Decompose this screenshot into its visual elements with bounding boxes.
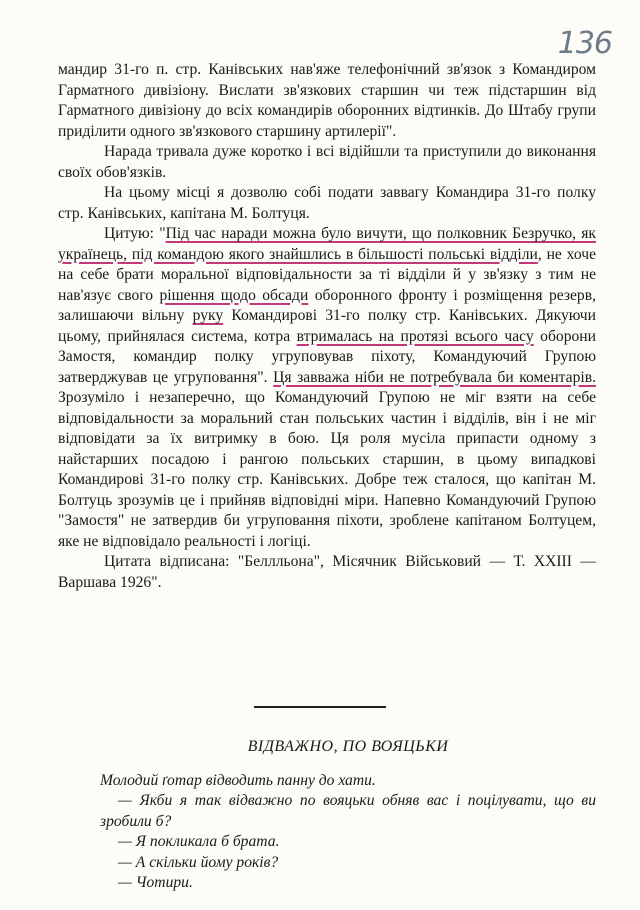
underlined-phrase-4: втрималась на протязі всього часу — [296, 327, 534, 345]
anecdote-section — [100, 737, 596, 894]
quote-text-c: оборонного фронту і розміщення резерв, залишаючи вільну — [58, 286, 596, 324]
anecdote-line-5: — Чотири. — [118, 874, 193, 891]
anecdote-line-1: Молодий ґотар відводить панну до хати. — [100, 771, 376, 789]
underlined-phrase-3: руку — [192, 307, 224, 324]
article-body — [58, 60, 596, 593]
quote-text-d: Командирові 31-го полку стр. Канівських. Дякуючи цьому, прийнялася система, котра — [58, 307, 596, 345]
paragraph-5-source: Цитата відписана: "Беллльона", Місячник Військовий — Т. XXIII — Варшава 1926". — [58, 553, 596, 591]
anecdote-line-4: — А скільки йому років? — [118, 853, 279, 871]
anecdote-title: ВІДВАЖНО, ПО ВОЯЦЬКИ — [247, 738, 449, 755]
quote-intro: Цитую: " — [104, 225, 166, 242]
underlined-phrase-2: рішення щодо обсади — [159, 286, 309, 304]
paragraph-4-quote — [58, 224, 596, 552]
underlined-phrase-5: Ця завважа ніби не потребувала би коментарів. — [273, 368, 596, 386]
quote-text-f: Зрозуміло і незаперечно, що Командуючий Групою не міг взяти на себе відповідальности за моральний стан польських частин і відділів, він і не міг відповідати за їх витримку в бою. Ця роля мусіла припасти одному з найстарших посадою і рангою польських старшин, в цьому випадкові Командирові 31-го полку стр. Канівських. Добре теж сталося, що капітан М. Болтуць зрозумів це і прийняв відповідні міри. Напевно Командуючий Групою "Замостя" не затвердив би угруповання піхоти, зроблене капітаном Болтуцем, яке не відповідало реальності і логіці. — [58, 389, 596, 550]
underlined-phrase-1: Під час наради можна було вичути, що полковник Безручко, як українець, під командою якого знайшлись в більшості польські відділи — [58, 225, 596, 263]
quote-text-b: , не хоче на себе брати моральної відповідальности за ті відділи й у зв'язку з тим не нав'язує свого — [58, 245, 596, 304]
quote-text-e: оборони Замостя, командир полку угруповував піхоту, Командуючий Групою затверджував це угруповання". — [58, 327, 596, 386]
section-divider — [254, 706, 386, 708]
paragraph-1: мандир 31-го п. стр. Канівських нав'яже телефонічний зв'язок з Командиром Гарматного дивізіону. Вислати зв'язкових старшин чи теж підстаршин від Гарматного дивізіону до всіх командирів оборонних відтинків. До Штабу групи приділити одного зв'язкового старшину артилерії". — [58, 61, 596, 140]
anecdote-line-2: — Якби я так відважно по вояцьки обняв вас і поцілувати, що ви зробили б? — [100, 792, 596, 830]
anecdote-line-3: — Я покликала б брата. — [118, 833, 280, 850]
paragraph-2: Нарада тривала дуже коротко і всі відійшли та приступили до виконання своїх обов'язків. — [58, 143, 596, 181]
paragraph-3: На цьому місці я дозволю собі подати заввагу Командира 31-го полку стр. Канівських, капітана М. Болтуця. — [58, 184, 596, 222]
page-number: 136 — [557, 26, 612, 61]
